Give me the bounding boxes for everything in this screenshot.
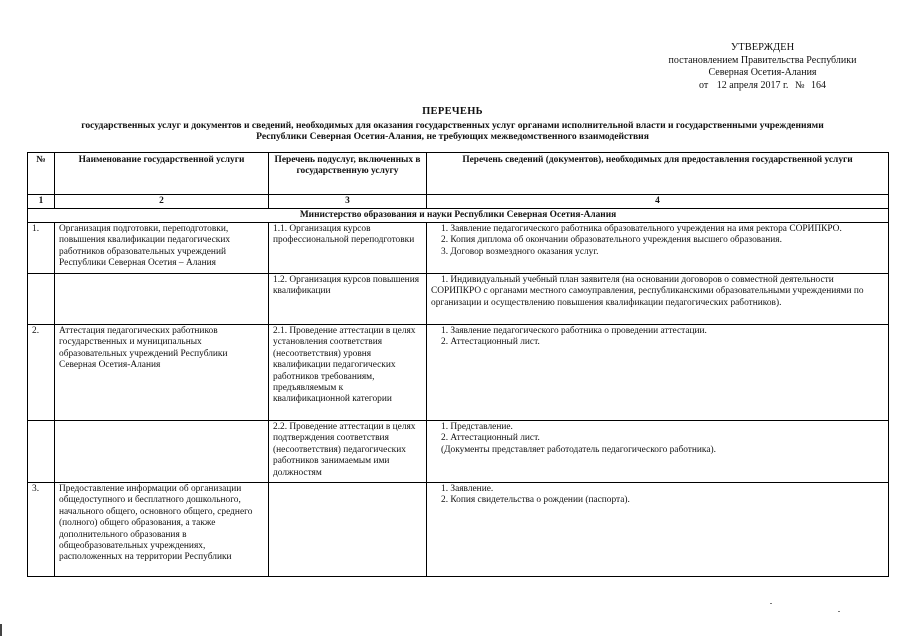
approval-line-3: Северная Осетия-Алания [708,67,817,78]
column-number-1: 1 [28,195,55,209]
document-item: 2. Копия диплома об окончании образовательного учреждения высшего образования. [441,235,782,246]
service-name: Предоставление информации об организации общедоступного и бесплатного дошкольного, начального общего, основного общего, среднего (полного) общего образования, а также дополнительного образования в общеобразовательных учреждениях, расположенных на территории Республики [55,483,269,577]
table-row [28,483,889,577]
column-number-3: 3 [269,195,427,209]
row-number: 2. [28,325,55,421]
service-name [55,421,269,483]
title-line-2: Республики Северная Осетия-Алания, не требующих межведомственного взаимодействия [256,131,649,142]
document-item: (Документы представляет работодатель педагогического работника). [441,444,716,455]
approval-number-prefix: № [794,79,805,91]
table-row [28,325,889,421]
table-row [28,274,889,325]
approval-date-prefix: от [699,79,709,91]
approval-heading: УТВЕРЖДЕН [730,42,795,53]
subservice-name [269,483,427,577]
document-title [25,106,880,143]
approval-stamp [640,42,885,92]
document-item: 2. Аттестационный лист. [441,433,540,444]
documents-list [427,223,889,274]
title-line-1: государственных услуг и документов и сведений, необходимых для оказания государственных услуг органами исполнительной власти и государственными учреждениями [81,119,824,131]
row-number: 3. [28,483,55,577]
scan-dot [770,603,772,604]
document-item: 1. Заявление педагогического работника о проведении аттестации. [441,326,707,336]
documents-list [427,483,889,577]
row-number: 1. [28,223,55,274]
document-item: 2. Копия свидетельства о рождении (паспорта). [441,495,630,506]
service-name: Аттестация педагогических работников государственных и муниципальных образовательных учреждений Республики Северная Осетия-Алания [55,325,269,421]
header-documents: Перечень сведений (документов), необходимых для предоставления государственной услуги [427,153,889,195]
document-item: 1. Индивидуальный учебный план заявителя (на основании договоров о совместной деятельности СОРИПКРО с органами местного самоуправления, республиканскими образовательными учреждениями по организации и осуществлению повышения квалификации педагогических работников). [431,275,864,308]
service-name: Организация подготовки, переподготовки, повышения квалификации педагогических работников образовательных учреждений Республики Северная Осетия – Алания [55,223,269,274]
ministry-row [28,209,889,223]
header-row [28,153,889,195]
table-row [28,421,889,483]
column-numbers-row [28,195,889,209]
document-item: 3. Договор возмездного оказания услуг. [441,246,599,257]
header-subservices: Перечень подуслуг, включенных в государственную услугу [269,153,427,195]
documents-list [427,325,889,421]
table-row [28,223,889,274]
column-number-2: 2 [55,195,269,209]
row-number [28,274,55,325]
scan-dot [838,611,840,612]
scan-edge-mark [0,624,2,636]
approval-line-2: постановлением Правительства Республики [668,54,857,66]
document-item: 2. Аттестационный лист. [441,337,540,348]
title-main: ПЕРЕЧЕНЬ [422,106,483,117]
subservice-name: 1.2. Организация курсов повышения квалификации [269,274,427,325]
documents-list [427,274,889,325]
subservice-name: 1.1. Организация курсов профессиональной переподготовки [269,223,427,274]
column-number-4: 4 [427,195,889,209]
subservice-name: 2.2. Проведение аттестации в целях подтверждения соответствия (несоответствия) педагогических работников занимаемым ими должностям [269,421,427,483]
row-number [28,421,55,483]
approval-number: 164 [810,79,826,91]
approval-date: 12 апреля 2017 г. [716,79,789,91]
ministry-name: Министерство образования и науки Республики Северная Осетия-Алания [28,209,889,223]
header-service: Наименование государственной услуги [55,153,269,195]
approval-date-line [640,80,885,93]
services-table [27,152,889,577]
service-name [55,274,269,325]
document-item: 1. Представление. [441,422,513,432]
subservice-name: 2.1. Проведение аттестации в целях установления соответствия (несоответствия) уровня квалификации педагогических работников требованиям, предъявляемым к квалификационной категории [269,325,427,421]
header-number: № [28,153,55,195]
document-item: 1. Заявление. [441,484,494,494]
document-item: 1. Заявление педагогического работника образовательного учреждения на имя ректора СОРИПКРО. [441,224,842,234]
documents-list [427,421,889,483]
